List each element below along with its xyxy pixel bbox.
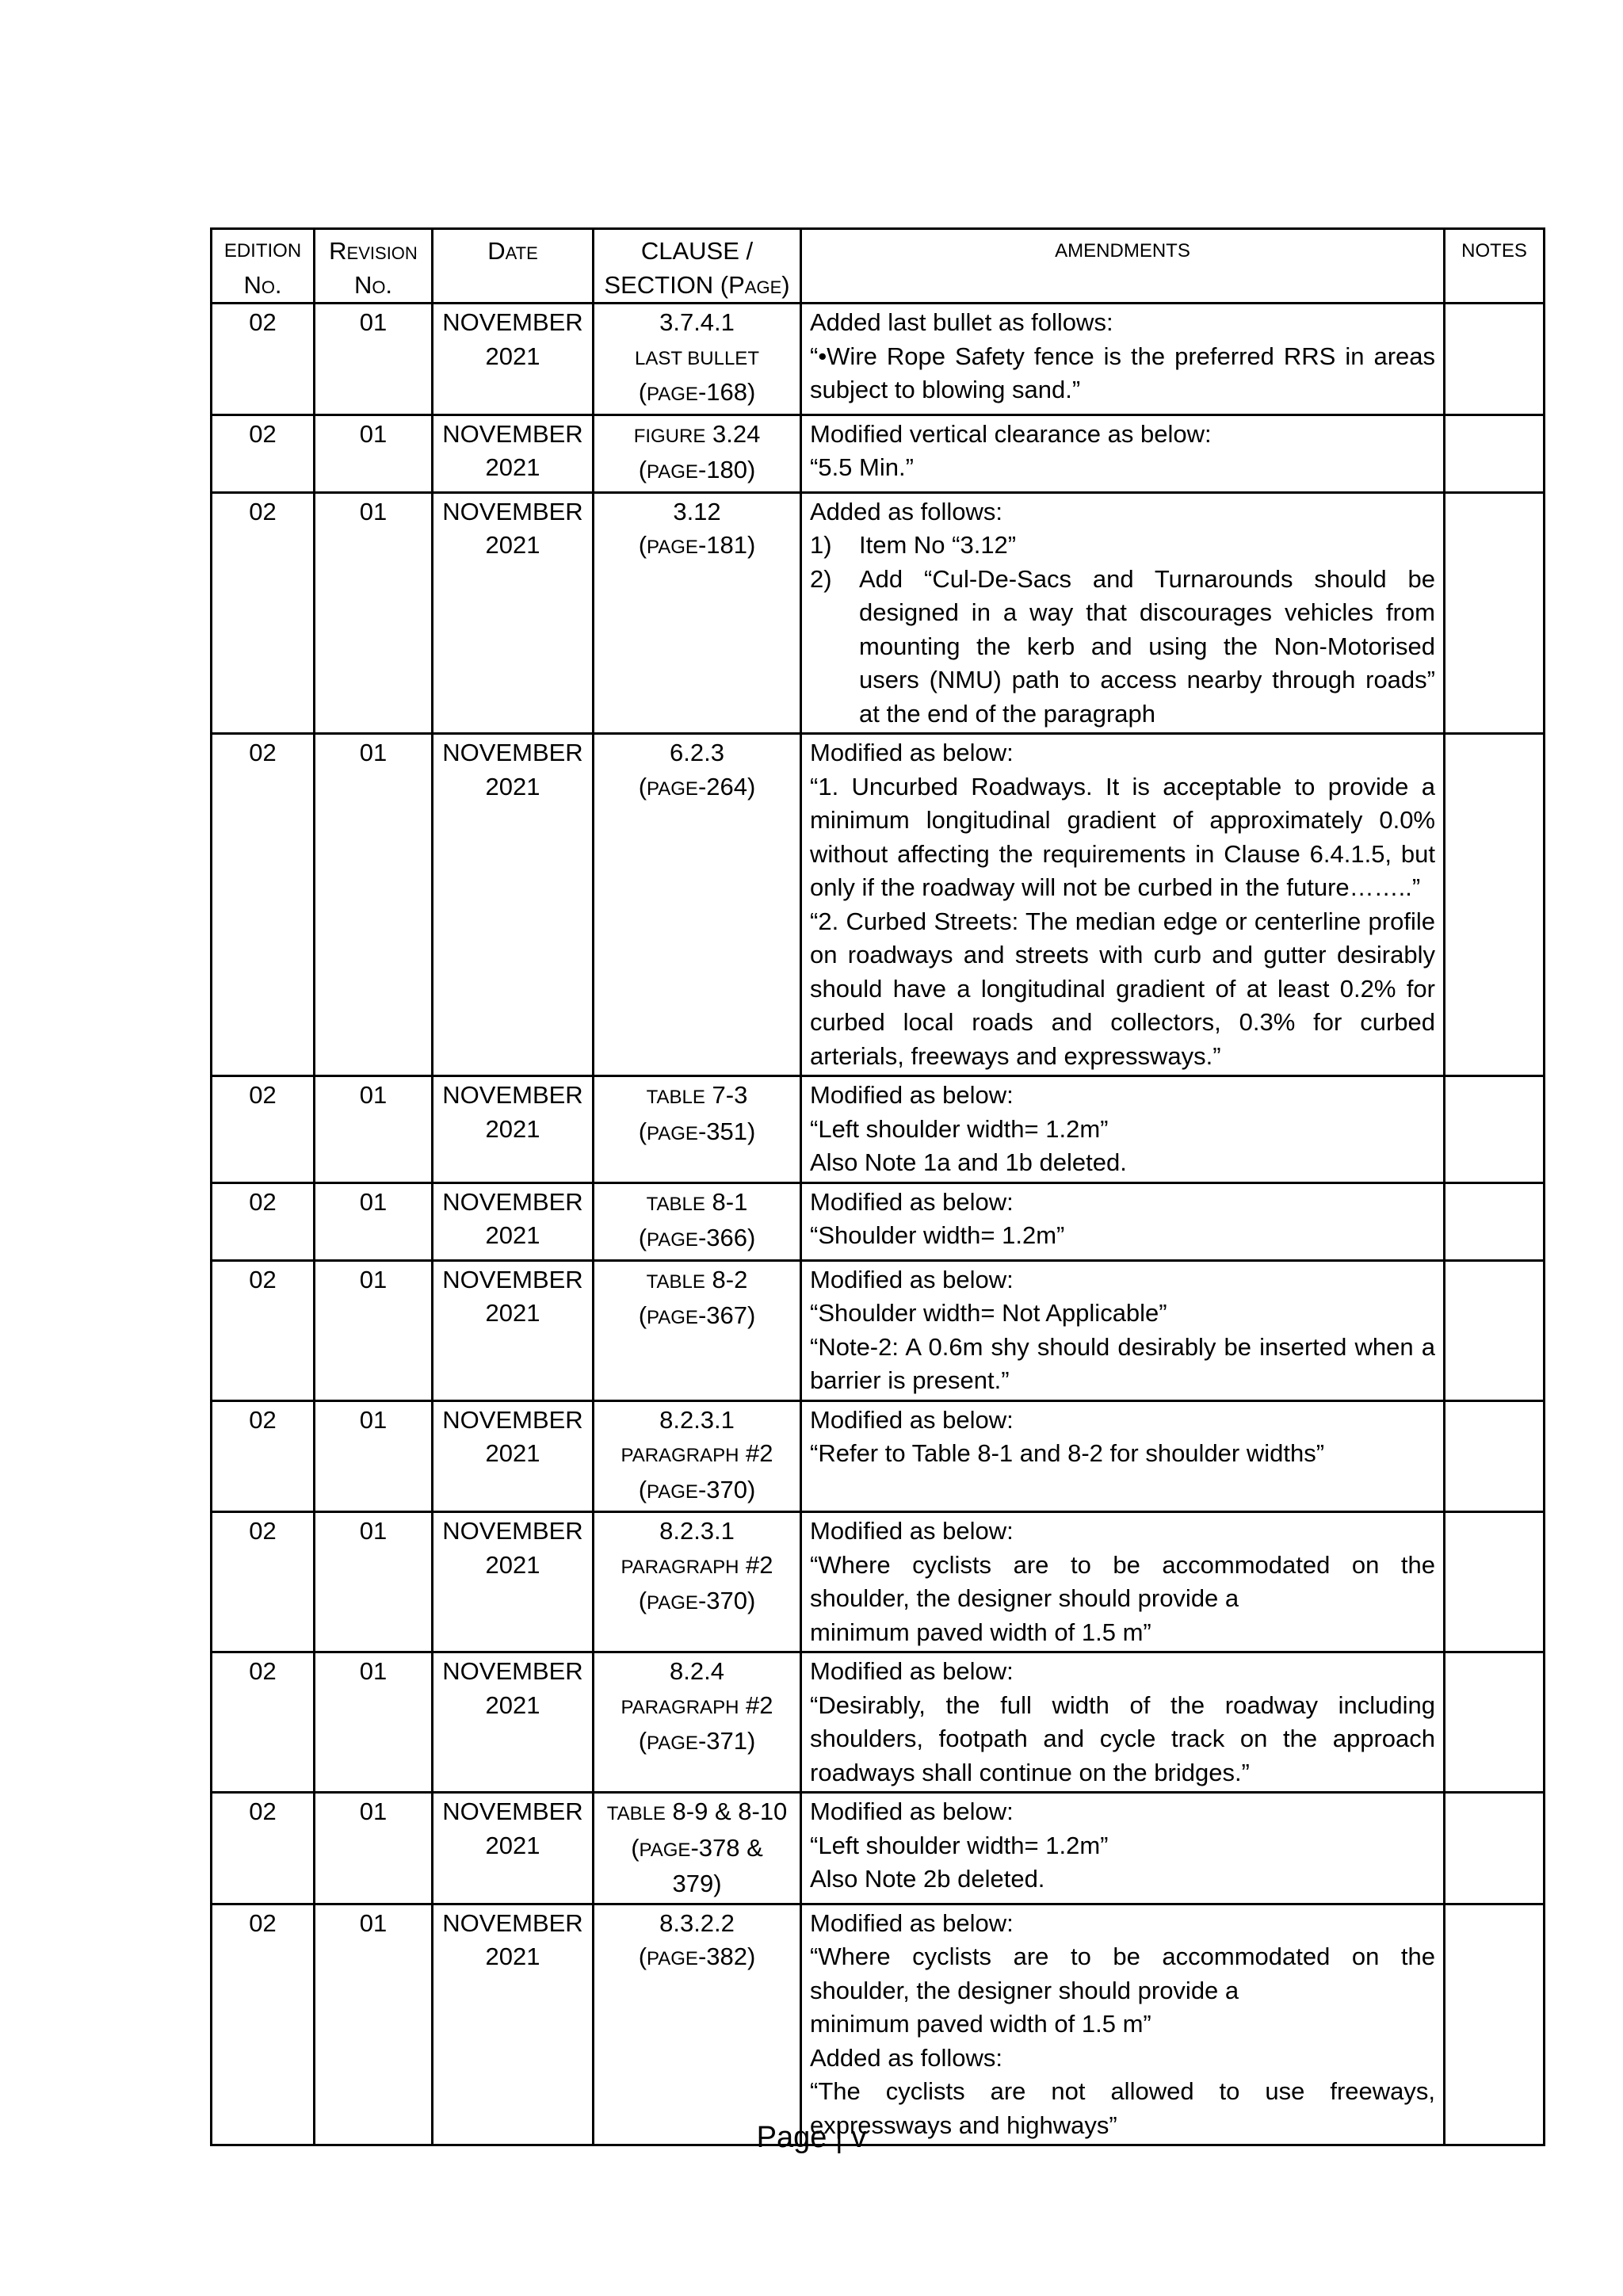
cell-revision xyxy=(315,1260,433,1400)
cell-line: 01 xyxy=(359,739,388,766)
table-row xyxy=(212,1904,1545,2145)
header-date: Date xyxy=(433,229,594,304)
cell-clause xyxy=(594,1182,801,1260)
cell-line: TABLE 8-9 & 8-10 xyxy=(606,1797,788,1825)
cell-line: 8.2.4 xyxy=(670,1657,724,1685)
cell-revision xyxy=(315,1793,433,1904)
cell-notes xyxy=(1445,734,1545,1076)
cell-amendments xyxy=(801,1076,1445,1183)
cell-line: “2. Curbed Streets: The median edge or centerline profile on roadways and streets with curb and gutter desirably should have a longitudinal gradient of at least 0.2% for curbed local roads and collectors, 0.3% for curbed arterials, freeways and expressways.” xyxy=(810,907,1435,1070)
cell-notes xyxy=(1445,304,1545,415)
cell-line: Modified as below: xyxy=(810,1797,1014,1825)
amendments-table xyxy=(210,227,1545,2146)
cell-line: 8.2.3.1 xyxy=(659,1517,735,1545)
cell-line: NOVEMBER xyxy=(442,308,583,336)
cell-line: 01 xyxy=(359,419,388,448)
cell-clause xyxy=(594,1076,801,1183)
cell-line: 8.3.2.2 xyxy=(659,1908,735,1937)
table-row xyxy=(212,1793,1545,1904)
cell-line: “5.5 Min.” xyxy=(810,453,914,481)
cell-line: “Refer to Table 8-1 and 8-2 for shoulder widths” xyxy=(810,1439,1325,1467)
cell-date xyxy=(433,415,594,492)
cell-clause xyxy=(594,1904,801,2145)
cell-amendments xyxy=(801,415,1445,492)
cell-revision xyxy=(315,415,433,492)
cell-date xyxy=(433,1512,594,1652)
cell-line: (PAGE-351) xyxy=(638,1117,756,1145)
table-row xyxy=(212,304,1545,415)
cell-line: 02 xyxy=(249,419,277,448)
cell-line: 02 xyxy=(249,1517,277,1545)
cell-notes xyxy=(1445,1793,1545,1904)
cell-line: Added as follows: xyxy=(810,2043,1002,2072)
cell-line: 02 xyxy=(249,1657,277,1685)
cell-line: Also Note 2b deleted. xyxy=(810,1865,1045,1893)
table-body xyxy=(212,304,1545,2145)
cell-line: Modified as below: xyxy=(810,1657,1014,1685)
cell-amendments xyxy=(801,1793,1445,1904)
cell-line: Modified as below: xyxy=(810,1081,1014,1109)
cell-amendments xyxy=(801,734,1445,1076)
cell-line: PARAGRAPH #2 xyxy=(621,1439,773,1467)
cell-date xyxy=(433,734,594,1076)
table-row xyxy=(212,1260,1545,1400)
cell-clause xyxy=(594,1652,801,1793)
table-row xyxy=(212,415,1545,492)
cell-line: 01 xyxy=(359,1187,388,1216)
cell-line: (PAGE-366) xyxy=(638,1224,756,1251)
cell-line: 02 xyxy=(249,1908,277,1937)
cell-edition xyxy=(212,1904,315,2145)
cell-revision xyxy=(315,734,433,1076)
cell-line: 2021 xyxy=(485,1221,540,1249)
cell-line: (PAGE-378 & xyxy=(631,1833,763,1862)
cell-line: 01 xyxy=(359,1265,388,1293)
cell-line: Added last bullet as follows: xyxy=(810,308,1113,336)
cell-clause xyxy=(594,1512,801,1652)
cell-date xyxy=(433,1076,594,1183)
cell-amendments xyxy=(801,1260,1445,1400)
cell-line: NOVEMBER xyxy=(442,1081,583,1109)
cell-line: 01 xyxy=(359,1405,388,1434)
table-row xyxy=(212,1652,1545,1793)
cell-clause xyxy=(594,1793,801,1904)
cell-line: “1. Uncurbed Roadways. It is acceptable to provide a minimum longitudinal gradient of approximately 0.0% without affecting the requirements in Clause 6.4.1.5, but only if the roadway will not be curbed in the future……..” xyxy=(810,772,1435,901)
cell-line: (PAGE-168) xyxy=(638,378,756,406)
cell-amendments xyxy=(801,1652,1445,1793)
cell-line: NOVEMBER xyxy=(442,1405,583,1434)
cell-line: Modified vertical clearance as below: xyxy=(810,419,1212,448)
cell-line: PARAGRAPH #2 xyxy=(621,1550,773,1579)
table-row xyxy=(212,1182,1545,1260)
cell-line: 01 xyxy=(359,1657,388,1685)
cell-line: 3.12 xyxy=(673,497,721,525)
cell-line: TABLE 8-1 xyxy=(646,1187,748,1216)
cell-edition xyxy=(212,1793,315,1904)
cell-line: LAST BULLET xyxy=(635,347,759,369)
cell-notes xyxy=(1445,1904,1545,2145)
list-item-number: 2) xyxy=(810,564,832,593)
cell-line: “Shoulder width= Not Applicable” xyxy=(810,1299,1167,1327)
cell-line: Modified as below: xyxy=(810,1517,1014,1545)
cell-line: 3.7.4.1 xyxy=(659,308,735,336)
list-item-text: Add “Cul-De-Sacs and Turnarounds should be designed in a way that discourages vehicles from mounting the kerb and using the Non-Motorised users (NMU) path to access nearby through roads” at the end of the paragraph xyxy=(859,564,1435,728)
cell-line: “Where cyclists are to be accommodated on the shoulder, the designer should provide a xyxy=(810,1550,1435,1612)
cell-line: NOVEMBER xyxy=(442,1908,583,1937)
header-amendments: AMENDMENTS xyxy=(801,229,1445,304)
cell-line: 02 xyxy=(249,1187,277,1216)
cell-line: “The cyclists are not allowed to use freeways, expressways and highways” xyxy=(810,2077,1435,2139)
cell-line: (PAGE-382) xyxy=(638,1943,756,1970)
list-item xyxy=(810,529,1435,563)
cell-line: Modified as below: xyxy=(810,1908,1014,1937)
cell-line: “Left shoulder width= 1.2m” xyxy=(810,1831,1109,1859)
list-item xyxy=(810,563,1435,732)
cell-edition xyxy=(212,492,315,734)
cell-date xyxy=(433,1652,594,1793)
cell-line: 2021 xyxy=(485,1943,540,1970)
cell-line: (PAGE-370) xyxy=(638,1587,756,1614)
cell-line: (PAGE-180) xyxy=(638,456,756,483)
cell-line: 02 xyxy=(249,1405,277,1434)
cell-line: 02 xyxy=(249,1797,277,1825)
cell-line: 2021 xyxy=(485,1114,540,1143)
cell-notes xyxy=(1445,1182,1545,1260)
cell-line: 2021 xyxy=(485,1299,540,1327)
cell-clause xyxy=(594,492,801,734)
cell-revision xyxy=(315,1652,433,1793)
cell-edition xyxy=(212,415,315,492)
cell-date xyxy=(433,1904,594,2145)
cell-line: 6.2.3 xyxy=(670,739,724,766)
cell-notes xyxy=(1445,1400,1545,1512)
list-item-text: Item No “3.12” xyxy=(859,531,1017,559)
cell-edition xyxy=(212,1512,315,1652)
cell-line: Modified as below: xyxy=(810,1405,1014,1434)
cell-date xyxy=(433,1182,594,1260)
cell-date xyxy=(433,304,594,415)
header-notes: NOTES xyxy=(1445,229,1545,304)
cell-line: 2021 xyxy=(485,772,540,800)
cell-line: “Shoulder width= 1.2m” xyxy=(810,1221,1065,1249)
cell-line: 02 xyxy=(249,1265,277,1293)
cell-line: (PAGE-367) xyxy=(638,1301,756,1329)
cell-line: 01 xyxy=(359,1517,388,1545)
cell-line: 01 xyxy=(359,1797,388,1825)
cell-notes xyxy=(1445,1076,1545,1183)
cell-line: 2021 xyxy=(485,1831,540,1859)
cell-edition xyxy=(212,734,315,1076)
table-header-row xyxy=(212,229,1545,304)
cell-revision xyxy=(315,1512,433,1652)
cell-line: “Where cyclists are to be accommodated on the shoulder, the designer should provide a xyxy=(810,1943,1435,2004)
cell-date xyxy=(433,1400,594,1512)
cell-amendments xyxy=(801,1904,1445,2145)
cell-line: 2021 xyxy=(485,1550,540,1579)
cell-line: (PAGE-371) xyxy=(638,1727,756,1755)
cell-line: 02 xyxy=(249,497,277,525)
cell-notes xyxy=(1445,492,1545,734)
cell-line: 01 xyxy=(359,1908,388,1937)
cell-line: “Note-2: A 0.6m shy should desirably be inserted when a barrier is present.” xyxy=(810,1332,1435,1394)
cell-line: minimum paved width of 1.5 m” xyxy=(810,1618,1151,1646)
cell-line: 02 xyxy=(249,1081,277,1109)
cell-clause xyxy=(594,1260,801,1400)
cell-line: “Left shoulder width= 1.2m” xyxy=(810,1114,1109,1143)
cell-line: NOVEMBER xyxy=(442,1265,583,1293)
cell-line: TABLE 8-2 xyxy=(646,1265,748,1293)
cell-clause xyxy=(594,734,801,1076)
cell-line: NOVEMBER xyxy=(442,419,583,448)
cell-clause xyxy=(594,304,801,415)
cell-line: Modified as below: xyxy=(810,1265,1014,1293)
cell-line: (PAGE-370) xyxy=(638,1475,756,1503)
cell-line: “•Wire Rope Safety fence is the preferred RRS in areas subject to blowing sand.” xyxy=(810,342,1435,403)
cell-line: 01 xyxy=(359,497,388,525)
table-row xyxy=(212,1076,1545,1183)
cell-edition xyxy=(212,1400,315,1512)
cell-revision xyxy=(315,1076,433,1183)
cell-revision xyxy=(315,1400,433,1512)
cell-amendments xyxy=(801,1182,1445,1260)
table-row xyxy=(212,1512,1545,1652)
cell-line: PARAGRAPH #2 xyxy=(621,1690,773,1719)
table-row xyxy=(212,492,1545,734)
cell-date xyxy=(433,492,594,734)
cell-notes xyxy=(1445,415,1545,492)
cell-line: (PAGE-264) xyxy=(638,772,756,800)
cell-amendments xyxy=(801,1512,1445,1652)
cell-date xyxy=(433,1793,594,1904)
cell-line: 2021 xyxy=(485,342,540,370)
cell-line: (PAGE-181) xyxy=(638,531,756,559)
cell-edition xyxy=(212,1076,315,1183)
cell-line: “Desirably, the full width of the roadway including shoulders, footpath and cycle track on the approach roadways shall continue on the bridges.” xyxy=(810,1690,1435,1786)
cell-line: 02 xyxy=(249,308,277,336)
table-row xyxy=(212,734,1545,1076)
cell-amendments xyxy=(801,492,1445,734)
cell-line: NOVEMBER xyxy=(442,1657,583,1685)
cell-date xyxy=(433,1260,594,1400)
cell-line: NOVEMBER xyxy=(442,1797,583,1825)
header-clause: CLAUSE / SECTION (Page) xyxy=(594,229,801,304)
cell-line: 2021 xyxy=(485,531,540,559)
cell-edition xyxy=(212,1652,315,1793)
cell-notes xyxy=(1445,1652,1545,1793)
cell-line: 01 xyxy=(359,1081,388,1109)
cell-line: NOVEMBER xyxy=(442,1517,583,1545)
cell-revision xyxy=(315,1904,433,2145)
cell-clause xyxy=(594,1400,801,1512)
cell-line: NOVEMBER xyxy=(442,739,583,766)
cell-line: minimum paved width of 1.5 m” xyxy=(810,2010,1151,2038)
cell-line: Modified as below: xyxy=(810,739,1014,766)
cell-line: 01 xyxy=(359,308,388,336)
list-item-number: 1) xyxy=(810,531,832,559)
cell-line: NOVEMBER xyxy=(442,1187,583,1216)
cell-line: Added as follows: xyxy=(810,497,1002,525)
cell-revision xyxy=(315,304,433,415)
cell-line: Also Note 1a and 1b deleted. xyxy=(810,1148,1127,1176)
cell-notes xyxy=(1445,1260,1545,1400)
cell-line: 8.2.3.1 xyxy=(659,1405,735,1434)
cell-line: NOVEMBER xyxy=(442,497,583,525)
cell-edition xyxy=(212,1182,315,1260)
header-edition: EDITION No. xyxy=(212,229,315,304)
cell-revision xyxy=(315,492,433,734)
cell-clause xyxy=(594,415,801,492)
table-row xyxy=(212,1400,1545,1512)
cell-edition xyxy=(212,1260,315,1400)
cell-line: 379) xyxy=(672,1870,722,1897)
cell-notes xyxy=(1445,1512,1545,1652)
cell-line: TABLE 7-3 xyxy=(646,1081,748,1109)
cell-line: 2021 xyxy=(485,1439,540,1467)
cell-line: 02 xyxy=(249,739,277,766)
cell-revision xyxy=(315,1182,433,1260)
page-footer: Page | v xyxy=(756,2121,867,2154)
cell-line: 2021 xyxy=(485,453,540,481)
cell-amendments xyxy=(801,1400,1445,1512)
header-revision: Revision No. xyxy=(315,229,433,304)
cell-line: FIGURE 3.24 xyxy=(633,419,761,448)
cell-amendments xyxy=(801,304,1445,415)
cell-line: Modified as below: xyxy=(810,1187,1014,1216)
cell-edition xyxy=(212,304,315,415)
cell-line: 2021 xyxy=(485,1690,540,1719)
